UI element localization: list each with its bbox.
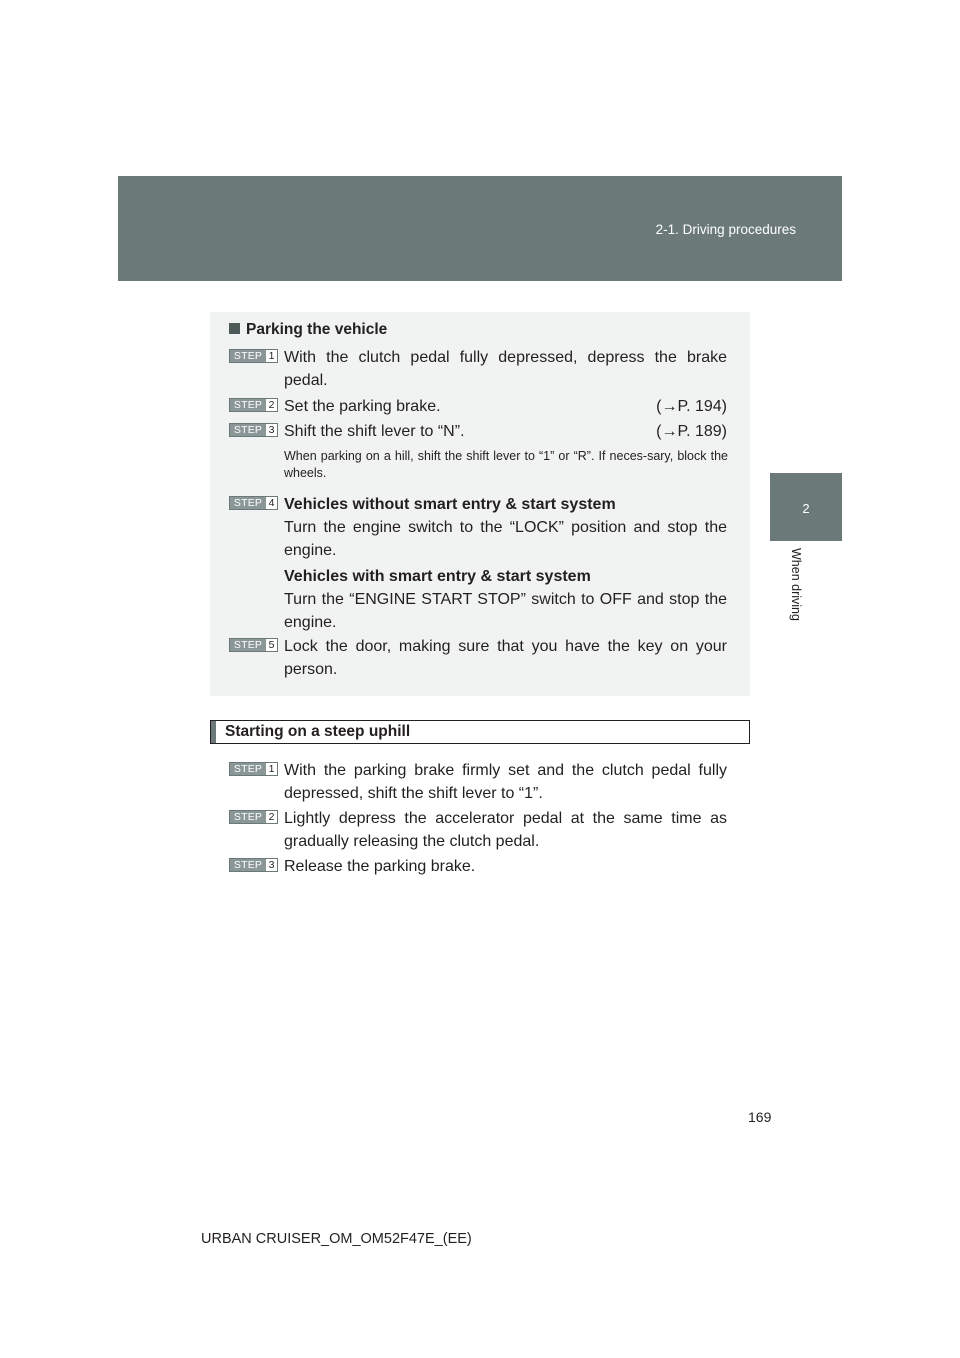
- chapter-tab: [770, 473, 842, 541]
- step-badge: [229, 858, 278, 872]
- step-word: STEP: [230, 497, 266, 509]
- document-code: URBAN CRUISER_OM_OM52F47E_(EE): [201, 1231, 472, 1247]
- step-text: Lightly depress the accelerator pedal at the same time as gradually releasing the clutch pedal.: [284, 810, 727, 850]
- uphill-step-1: [229, 759, 750, 805]
- step-text-container: [284, 420, 750, 443]
- step-number: 3: [266, 424, 277, 436]
- step-badge: [229, 423, 278, 437]
- step-word: STEP: [230, 399, 266, 411]
- step-badge: [229, 349, 278, 363]
- parking-step-4: [229, 493, 750, 634]
- step-number: 3: [266, 859, 277, 871]
- step-word: STEP: [230, 763, 266, 775]
- parking-step-2: [229, 395, 750, 418]
- variant-text: Turn the “ENGINE START STOP” switch to OFF and stop the engine.: [284, 591, 727, 631]
- step-badge: [229, 398, 278, 412]
- step-number: 1: [266, 350, 277, 362]
- parking-title: [229, 321, 387, 339]
- square-bullet-icon: [229, 323, 240, 334]
- step-word: STEP: [230, 859, 266, 871]
- step-text: With the clutch pedal fully depressed, depress the brake pedal.: [284, 349, 727, 389]
- uphill-step-2: [229, 807, 750, 853]
- step-text-container: [284, 395, 750, 418]
- uphill-heading: [210, 720, 750, 744]
- step-word: STEP: [230, 424, 266, 436]
- parking-step-1: [229, 346, 750, 392]
- step-number: 4: [266, 497, 277, 509]
- chapter-label: When driving: [789, 548, 803, 621]
- step-badge: [229, 638, 278, 652]
- step-badge: [229, 810, 278, 824]
- step-text: Lock the door, making sure that you have the key on your person.: [284, 638, 727, 678]
- step-text: Release the parking brake.: [284, 858, 476, 875]
- step-text-container: [284, 493, 750, 634]
- step-number: 2: [266, 399, 277, 411]
- page-reference: (→P. 194): [656, 398, 727, 415]
- step-text: Set the parking brake.: [284, 398, 441, 415]
- uphill-step-3: [229, 855, 750, 878]
- step-word: STEP: [230, 811, 266, 823]
- section-title: 2-1. Driving procedures: [655, 222, 796, 237]
- step-number: 2: [266, 811, 277, 823]
- step-text: With the parking brake firmly set and the clutch pedal fully depressed, shift the shift lever to “1”.: [284, 762, 727, 802]
- page-number: 169: [748, 1109, 772, 1125]
- parking-step-3: [229, 420, 750, 443]
- step-word: STEP: [230, 639, 266, 651]
- step-number: 5: [266, 639, 277, 651]
- chapter-number: 2: [802, 501, 810, 516]
- variant-text: Turn the engine switch to the “LOCK” position and stop the engine.: [284, 519, 727, 559]
- header-band: [118, 176, 842, 281]
- parking-title-text: Parking the vehicle: [246, 321, 388, 338]
- uphill-title: Starting on a steep uphill: [225, 723, 411, 740]
- parking-step-5: [229, 635, 750, 681]
- variant-heading: Vehicles with smart entry & start system: [284, 568, 591, 585]
- step-text: Shift the shift lever to “N”.: [284, 423, 465, 440]
- step-badge: [229, 762, 278, 776]
- step-word: STEP: [230, 350, 266, 362]
- step-badge: [229, 496, 278, 510]
- heading-accent-bar: [211, 721, 216, 743]
- variant-heading: Vehicles without smart entry & start system: [284, 496, 616, 513]
- page-reference: (→P. 189): [656, 423, 727, 440]
- step-number: 1: [266, 763, 277, 775]
- parking-note: When parking on a hill, shift the shift lever to “1” or “R”. If neces-sary, block the wheels.: [284, 449, 728, 480]
